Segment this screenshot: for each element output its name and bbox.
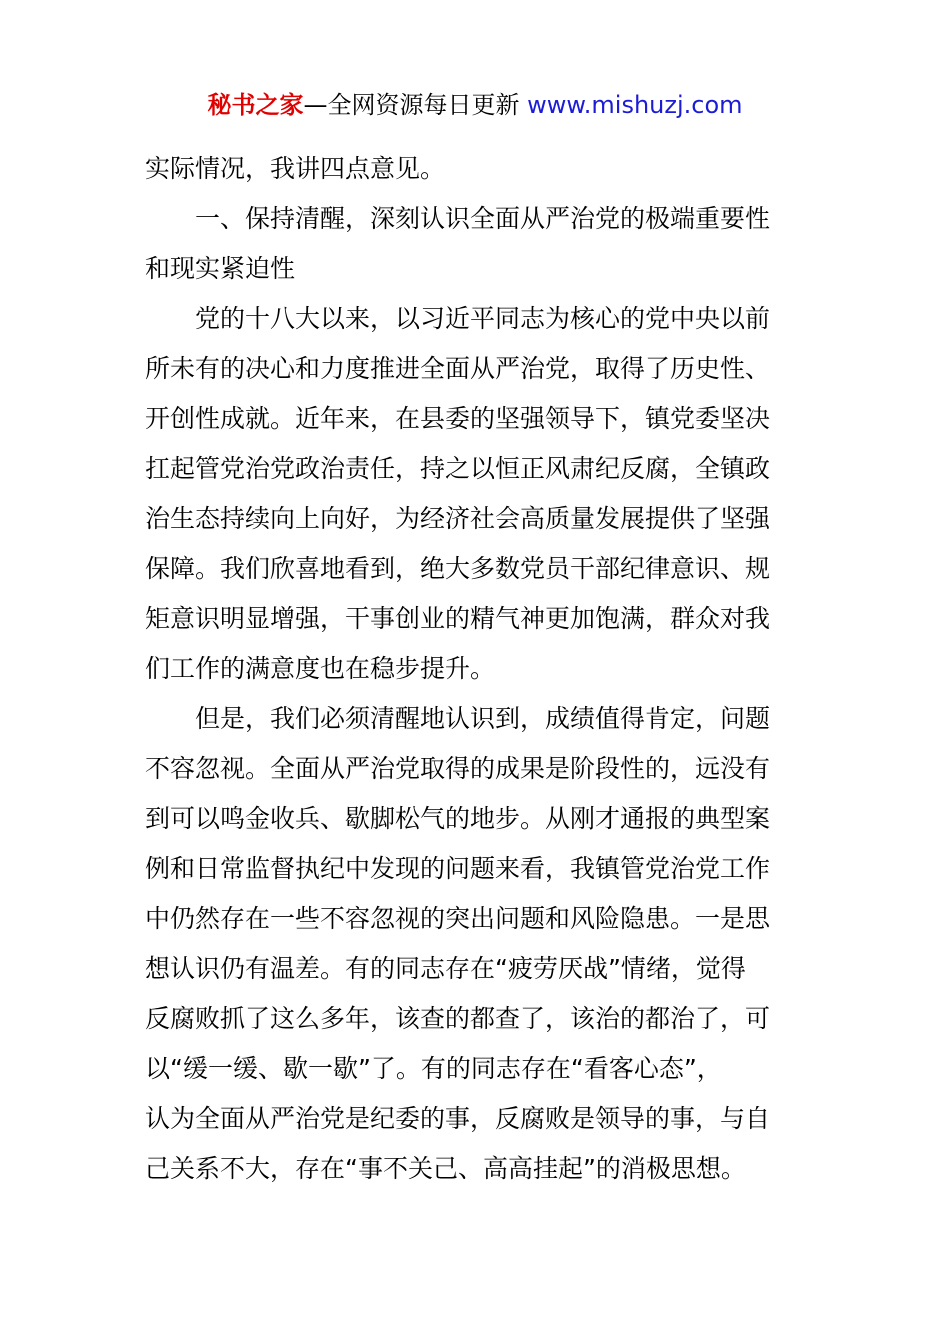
text-line: 开创性成就。近年来，在县委的坚强领导下，镇党委坚决 xyxy=(145,404,771,433)
text-line: 想认识仍有温差。有的同志存在“疲劳厌战”情绪，觉得 xyxy=(145,954,746,983)
text-line: 实际情况，我讲四点意见。 xyxy=(145,154,446,183)
section-heading-line: 和现实紧迫性 xyxy=(145,254,296,283)
text-line: 但是，我们必须清醒地认识到，成绩值得肯定，问题 xyxy=(195,704,771,733)
text-line: 不容忽视。全面从严治党取得的成果是阶段性的，远没有 xyxy=(145,754,771,783)
text-line: 中仍然存在一些不容忽视的突出问题和风险隐患。一是思 xyxy=(145,904,771,933)
text-line: 己关系不大，存在“事不关己、高高挂起”的消极思想。 xyxy=(145,1154,746,1183)
header-tagline: —全网资源每日更新 xyxy=(303,91,528,119)
text-line: 矩意识明显增强，干事创业的精气神更加饱满，群众对我 xyxy=(145,604,771,633)
text-line: 以“缓一缓、歇一歇”了。有的同志存在“看客心态”， xyxy=(145,1054,722,1083)
text-line: 治生态持续向上向好，为经济社会高质量发展提供了坚强 xyxy=(145,504,771,533)
text-line: 扛起管党治党政治责任，持之以恒正风肃纪反腐，全镇政 xyxy=(145,454,771,483)
text-line: 例和日常监督执纪中发现的问题来看，我镇管党治党工作 xyxy=(145,854,771,883)
text-line: 们工作的满意度也在稳步提升。 xyxy=(145,654,496,683)
document-body xyxy=(145,144,810,1194)
header-brand: 秘书之家 xyxy=(207,91,304,119)
text-line: 保障。我们欣喜地看到，绝大多数党员干部纪律意识、规 xyxy=(145,554,771,583)
header-url-link[interactable]: www.mishuzj.com xyxy=(527,91,743,119)
text-line: 认为全面从严治党是纪委的事，反腐败是领导的事，与自 xyxy=(145,1104,771,1133)
text-line: 到可以鸣金收兵、歇脚松气的地步。从刚才通报的典型案 xyxy=(145,804,771,833)
text-line: 党的十八大以来，以习近平同志为核心的党中央以前 xyxy=(195,304,771,333)
text-line: 所未有的决心和力度推进全面从严治党，取得了历史性、 xyxy=(145,354,771,383)
text-line: 反腐败抓了这么多年，该查的都查了，该治的都治了，可 xyxy=(145,1004,771,1033)
page-header xyxy=(0,88,950,122)
section-heading-line: 一、保持清醒，深刻认识全面从严治党的极端重要性 xyxy=(195,204,771,233)
